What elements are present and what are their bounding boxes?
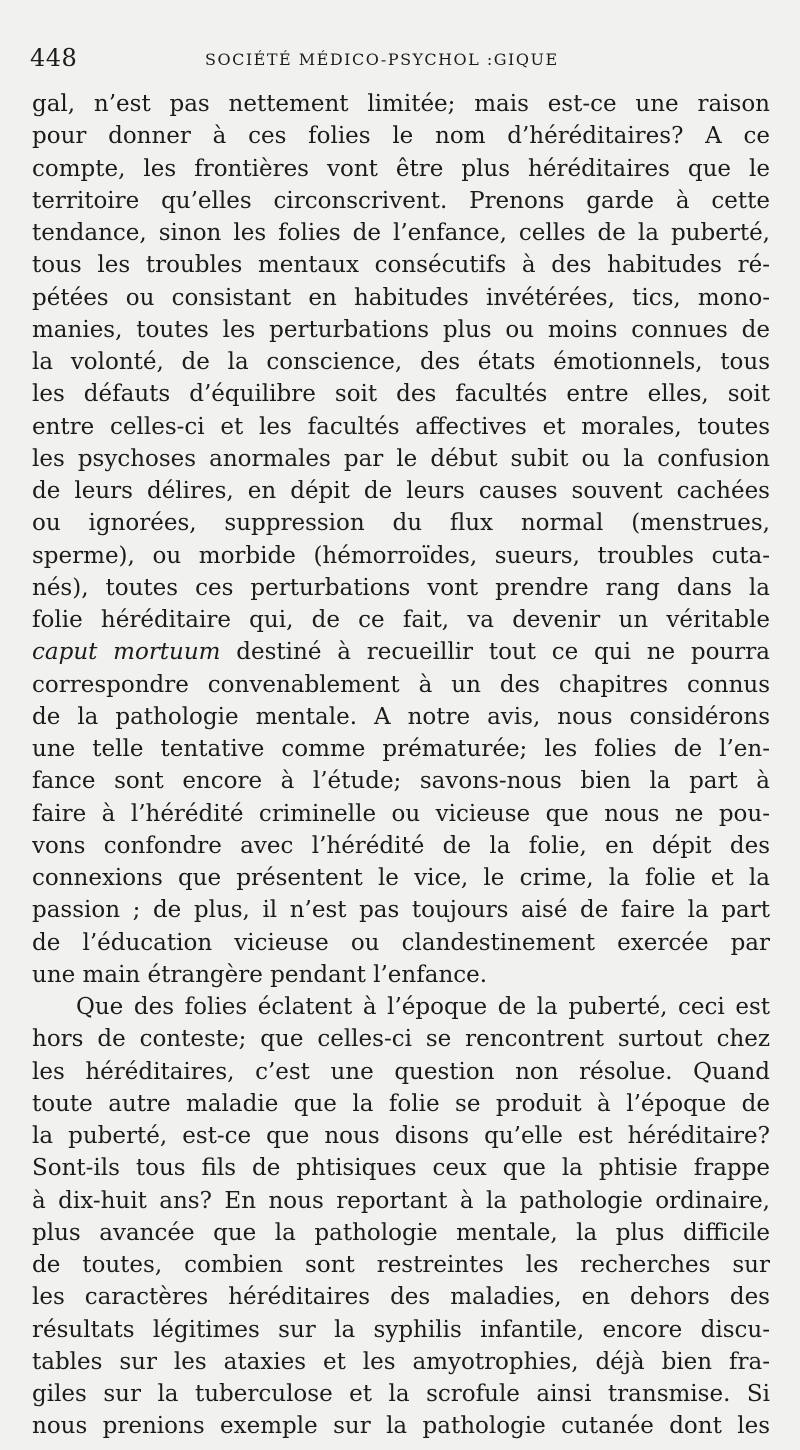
body-text — [32, 88, 770, 1443]
paragraph-last-line: une main étrangère pendant l’enfance. — [32, 961, 488, 988]
text-span: destiné à recueillir tout ce qui ne pourra — [220, 639, 770, 666]
text-line: passion ; de plus, il n’est pas toujours aisé de faire la part — [32, 897, 770, 924]
paragraph-first-line: Que des folies éclatent à l’époque de la puberté, ceci est — [76, 994, 770, 1020]
text-line: ou ignorées, suppression du flux normal (menstrues, — [32, 510, 770, 537]
text-line: pétées ou consistant en habitudes invétérées, tics, mono- — [32, 284, 770, 311]
page-header — [30, 42, 772, 76]
text-line: la puberté, est-ce que nous disons qu’elle est héréditaire? — [32, 1123, 770, 1149]
text-line: tendance, sinon les folies de l’enfance, celles de la puberté, — [32, 220, 770, 246]
text-line: de toutes, combien sont restreintes les recherches sur — [32, 1252, 770, 1278]
text-line: tables sur les ataxies et les amyotrophies, déjà bien fra- — [32, 1348, 770, 1375]
text-line: toute autre maladie que la folie se produit à l’époque de — [32, 1090, 770, 1117]
text-line: de leurs délires, en dépit de leurs causes souvent cachées — [32, 478, 770, 504]
text-line: les défauts d’équilibre soit des facultés entre elles, soit — [32, 381, 770, 408]
text-line: nés), toutes ces perturbations vont prendre rang dans la — [32, 574, 770, 601]
text-line: correspondre convenablement à un des chapitres connus — [32, 671, 770, 698]
text-line: compte, les frontières vont être plus héréditaires que le — [32, 155, 770, 182]
text-line: manies, toutes les perturbations plus ou moins connues de — [32, 316, 770, 343]
text-line: connexions que présentent le vice, le crime, la folie et la — [32, 865, 770, 891]
text-line: gal, n’est pas nettement limitée; mais est-ce une raison — [32, 91, 770, 117]
text-line: les héréditaires, c’est une question non résolue. Quand — [32, 1058, 770, 1085]
text-line: fance sont encore à l’étude; savons-nous bien la part à — [32, 768, 770, 795]
text-line: folie héréditaire qui, de ce fait, va devenir un véritable — [32, 607, 770, 633]
text-line: de l’éducation vicieuse ou clandestinement exercée par — [32, 929, 770, 956]
text-line: tous les troubles mentaux consécutifs à des habitudes ré- — [32, 252, 770, 279]
text-line: la volonté, de la conscience, des états émotionnels, tous — [32, 349, 770, 375]
text-line: plus avancée que la pathologie mentale, la plus difficile — [32, 1219, 770, 1246]
running-title: SOCIÉTÉ MÉDICO-PSYCHOL :GIQUE — [205, 50, 559, 69]
text-line: de la pathologie mentale. A notre avis, nous considérons — [32, 703, 770, 730]
text-line: giles sur la tuberculose et la scrofule ainsi transmise. Si — [32, 1381, 770, 1407]
latin-phrase: caput mortuum — [32, 639, 221, 666]
text-line: territoire qu’elles circonscrivent. Prenons garde à cette — [32, 187, 770, 214]
text-line: Sont-ils tous fils de phtisiques ceux que la phtisie frappe — [32, 1155, 770, 1182]
text-line: les psychoses anormales par le début subit ou la confusion — [32, 445, 770, 472]
text-line: pour donner à ces folies le nom d’héréditaires? A ce — [32, 123, 770, 150]
text-line: les caractères héréditaires des maladies, en dehors des — [32, 1284, 770, 1311]
page-number: 448 — [30, 44, 78, 72]
text-line: à dix-huit ans? En nous reportant à la pathologie ordinaire, — [32, 1187, 770, 1214]
text-line: une telle tentative comme prématurée; les folies de l’en- — [32, 736, 770, 762]
text-line: entre celles-ci et les facultés affectives et morales, toutes — [32, 413, 770, 440]
text-line: nous prenions exemple sur la pathologie cutanée dont les — [32, 1413, 770, 1440]
text-line: sperme), ou morbide (hémorroïdes, sueurs, troubles cuta- — [32, 542, 770, 569]
text-line: résultats légitimes sur la syphilis infantile, encore discu- — [32, 1316, 770, 1343]
text-line: faire à l’hérédité criminelle ou vicieuse que nous ne pou- — [32, 800, 770, 827]
text-line-caput-mortuum — [32, 636, 770, 668]
text-line: vons confondre avec l’hérédité de la folie, en dépit des — [32, 832, 770, 859]
text-line: hors de conteste; que celles-ci se rencontrent surtout chez — [32, 1026, 770, 1053]
